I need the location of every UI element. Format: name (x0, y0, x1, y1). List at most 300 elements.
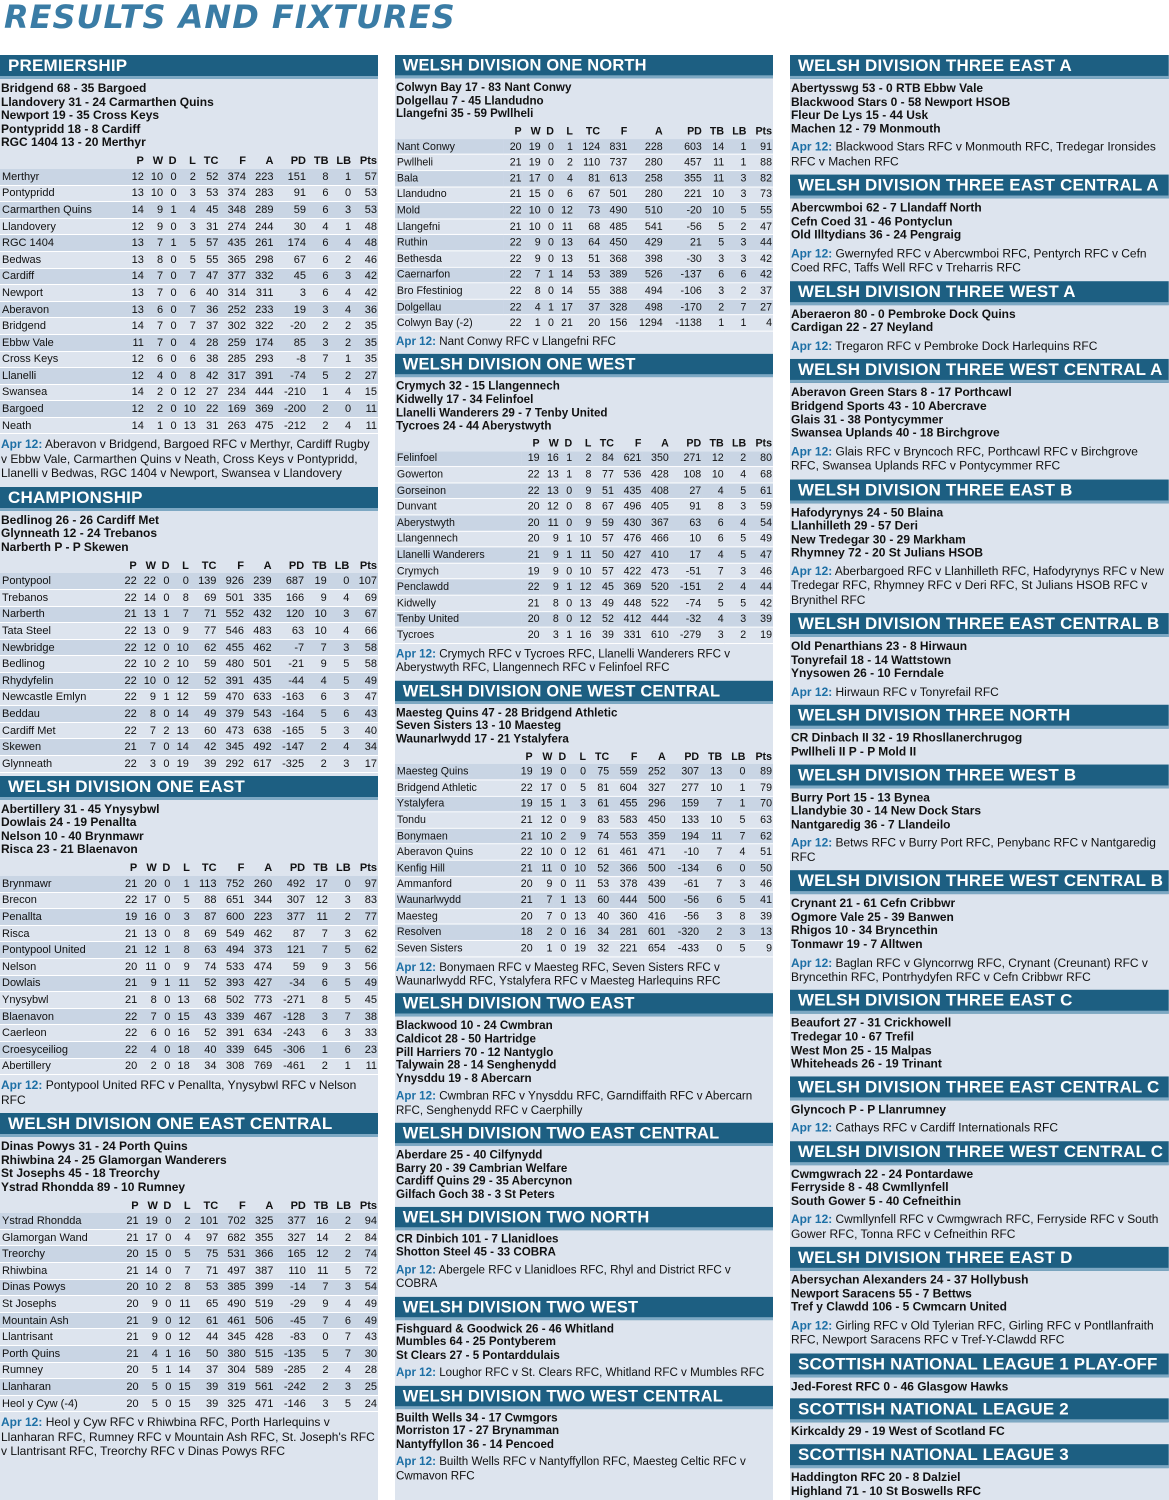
table-cell: 49 (350, 673, 378, 690)
column-header: D (564, 438, 573, 450)
league-section (395, 1206, 773, 1293)
result-line: Crymych 32 - 15 Llangennech (395, 379, 560, 393)
league-header: SCOTTISH NATIONAL LEAGUE 3 (790, 1444, 1169, 1468)
table-cell: 13 (541, 483, 560, 499)
table-cell: 483 (245, 623, 273, 640)
result-line: Llandovery 31 - 24 Carmarthen Quins (1, 94, 214, 109)
table-cell: 53 (197, 185, 220, 202)
table-cell: 4 (330, 235, 353, 252)
table-cell: 53 (587, 876, 610, 892)
table-cell: 14 (126, 268, 145, 285)
table-cell: 59 (190, 656, 218, 673)
table-cell: 3 (725, 611, 747, 627)
result-line: Caldicot 28 - 50 Hartridge (395, 1031, 536, 1046)
table-cell: 271 (670, 451, 702, 467)
table-cell: 5 (140, 1379, 159, 1396)
table-cell: 9 (541, 531, 560, 547)
table-cell: 399 (247, 1279, 275, 1296)
table-cell: 393 (218, 975, 246, 992)
table-cell: 53 (352, 185, 378, 202)
team-name: Dunvant (395, 499, 521, 515)
column-header: TC (201, 862, 217, 875)
table-cell: 9 (307, 1296, 330, 1313)
table-cell: 8 (541, 611, 560, 627)
table-cell: 3 (274, 285, 307, 302)
table-cell: 1 (560, 451, 573, 467)
table-cell: 2 (157, 722, 170, 739)
column-header: LB (732, 125, 747, 138)
result-line: CR Dinbich 101 - 7 Llanidloes (395, 1231, 559, 1246)
result-line: Dinas Powys 31 - 24 Porth Quins (1, 1138, 188, 1153)
table-cell: 73 (747, 187, 773, 203)
result-line: Burry Port 15 - 13 Bynea (790, 789, 930, 804)
table-cell: 3 (703, 251, 725, 267)
league-header: WELSH DIVISION THREE EAST A (790, 55, 1169, 79)
fixtures-text: Glais RFC v Bryncoch RFC, Porthcawl RFC v Birchgrove RFC, Swansea Uplands RFC v Pontycymmer RFC (790, 444, 1138, 473)
table-cell: 47 (747, 547, 773, 563)
table-cell: 11 (534, 860, 554, 876)
table-cell: 1 (307, 384, 330, 401)
table-cell: 473 (217, 722, 245, 739)
result-line: Dowlais 24 - 19 Penallta (1, 815, 137, 830)
column-header: LB (731, 438, 747, 450)
team-name: Tondu (395, 812, 514, 828)
result-line: Rhigos 10 - 34 Bryncethin (790, 923, 938, 938)
table-cell: 52 (587, 860, 610, 876)
table-cell: 435 (219, 235, 247, 252)
table-cell: 2 (145, 384, 164, 401)
table-cell: 18 (171, 1058, 190, 1075)
result-line: St Josephs 45 - 18 Treorchy (1, 1166, 160, 1181)
table-cell: 1 (534, 940, 554, 956)
table-cell: 559 (610, 764, 638, 780)
table-cell: 377 (273, 909, 306, 926)
table-cell: 33 (352, 1025, 378, 1042)
table-cell: 22 (504, 315, 523, 331)
table-cell: 378 (610, 876, 638, 892)
column-header: LB (334, 559, 350, 572)
result-line: Ynysowen 26 - 10 Ferndale (790, 666, 944, 681)
table-cell: 339 (218, 1041, 246, 1058)
league-header: WELSH DIVISION THREE WEST CENTRAL A (790, 359, 1169, 383)
table-cell: 52 (197, 169, 220, 185)
table-row (395, 283, 773, 299)
table-cell: 769 (245, 1058, 273, 1075)
table-cell: 9 (140, 1296, 159, 1313)
table-cell: 444 (247, 384, 275, 401)
team-name: Aberavon (0, 301, 126, 318)
table-cell: 14 (138, 590, 157, 607)
table-cell: 11 (171, 975, 190, 992)
table-cell: 244 (247, 218, 275, 235)
team-name: Maesteg Quins (395, 764, 514, 780)
table-cell: 6 (307, 202, 330, 219)
column-header: LB (731, 751, 746, 763)
table-cell: 6 (703, 267, 725, 283)
result-line: Crynant 21 - 61 Cefn Cribbwr (790, 896, 956, 911)
table-cell: 20 (119, 958, 138, 975)
table-cell: 14 (140, 1263, 159, 1280)
table-cell: 17 (523, 171, 542, 187)
fixtures-note (790, 442, 1169, 476)
table-cell: 81 (587, 780, 610, 796)
table-row (0, 1362, 378, 1379)
table-cell: 89 (746, 764, 773, 780)
table-cell: 12 (171, 689, 190, 706)
league-header: WELSH DIVISION ONE NORTH (395, 55, 773, 78)
column-2 (395, 55, 773, 1500)
team-name: Ruthin (395, 235, 504, 251)
table-cell: 0 (542, 219, 555, 235)
table-cell: 2 (307, 1379, 330, 1396)
table-cell: 20 (521, 499, 540, 515)
table-cell: 61 (192, 1312, 220, 1329)
table-cell: 485 (601, 219, 628, 235)
result-line: Dolgellau 7 - 45 Llandudno (395, 93, 544, 107)
table-cell: 0 (164, 351, 177, 368)
table-cell: 9 (573, 483, 592, 499)
table-cell: 455 (217, 639, 245, 656)
result-line: Tonyrefail 18 - 14 Wattstown (790, 652, 952, 667)
team-name: Dinas Powys (0, 1279, 120, 1296)
column-header: P (131, 1199, 139, 1212)
table-cell: 7 (145, 334, 164, 351)
league-section (790, 870, 1169, 987)
table-row (395, 611, 773, 627)
table-cell: 15 (172, 1379, 191, 1396)
table-cell: 5 (567, 780, 587, 796)
table-cell: 831 (601, 139, 628, 155)
table-cell: 2 (725, 627, 747, 643)
table-cell: 0 (158, 876, 172, 892)
table-row (0, 185, 378, 202)
table-cell: 498 (628, 299, 663, 315)
table-row (0, 673, 378, 690)
table-row (0, 706, 378, 723)
table-cell: 7 (307, 1312, 330, 1329)
column-header: L (584, 438, 592, 450)
table-cell: 0 (158, 958, 172, 975)
table-cell: 8 (573, 467, 592, 483)
table-cell: 304 (219, 1362, 247, 1379)
table-cell: 3 (328, 606, 351, 623)
league-header: WELSH DIVISION THREE EAST C (790, 990, 1169, 1014)
table-cell: 19 (523, 139, 542, 155)
table-row (0, 942, 378, 959)
table-cell: 444 (642, 611, 669, 627)
table-cell: 5 (329, 942, 352, 959)
table-cell: 12 (138, 942, 157, 959)
table-row (395, 579, 773, 595)
result-line: West Mon 25 - 15 Malpas (790, 1043, 932, 1058)
table-cell: 10 (523, 219, 542, 235)
table-cell: 35 (352, 318, 378, 335)
table-cell: 4 (305, 673, 328, 690)
table-cell: 21 (118, 606, 137, 623)
table-cell: 12 (573, 579, 592, 595)
results-list (790, 503, 1169, 562)
table-cell: 3 (329, 1379, 352, 1396)
result-line: Risca 23 - 21 Blaenavon (1, 842, 138, 857)
table-cell: 2 (172, 1213, 191, 1229)
table-cell: 2 (307, 318, 330, 335)
column-header: W (146, 862, 157, 875)
table-cell: 169 (219, 401, 247, 418)
result-line: Llanhilleth 29 - 57 Deri (790, 518, 918, 533)
table-cell: -29 (274, 1296, 307, 1313)
table-cell: 34 (191, 1058, 218, 1075)
fixtures-text: Cathays RFC v Cardiff Internationals RFC (835, 1120, 1058, 1135)
table-cell: 430 (615, 515, 642, 531)
table-cell: 457 (664, 155, 703, 171)
team-name: Skewen (0, 739, 118, 756)
column-header: TB (313, 155, 329, 168)
table-cell: 0 (164, 251, 177, 268)
table-cell: 6 (307, 185, 330, 202)
fixtures-text: Betws RFC v Burry Port RFC, Penybanc RFC v Nantgaredig RFC (790, 835, 1156, 864)
table-cell: 387 (247, 1263, 275, 1280)
table-cell: 6 (328, 706, 351, 723)
table-row (395, 547, 773, 563)
league-header: CHAMPIONSHIP (0, 487, 378, 511)
table-cell: 1 (542, 299, 555, 315)
table-cell: 11 (352, 1058, 378, 1075)
table-cell: 10 (534, 828, 554, 844)
table-cell: 470 (217, 689, 245, 706)
table-cell: 32 (587, 940, 610, 956)
team-name: Penclawdd (395, 579, 521, 595)
league-section (790, 1353, 1169, 1395)
table-cell: 12 (555, 203, 574, 219)
table-cell: 435 (245, 673, 273, 690)
table-cell: 16 (541, 451, 560, 467)
result-line: Aberaeron 80 - 0 Pembroke Dock Quins (790, 306, 1016, 321)
table-cell: 12 (178, 384, 197, 401)
league-table (0, 154, 378, 435)
table-cell: 84 (352, 1229, 378, 1246)
table-cell: 5 (329, 975, 352, 992)
table-row (395, 467, 773, 483)
table-cell: 466 (642, 531, 669, 547)
fixtures-text: Gwernyfed RFC v Abercwmboi RFC, Pentyrch RFC v Cefn Coed RFC, Taffs Well RFC v Treharris RFC (790, 246, 1147, 275)
fixtures-text: Aberbargoed RFC v Llanhilleth RFC, Hafodyrynys RFC v New Tredegar RFC, Rhymney RFC v Deri RFC, St Julians HSOB RFC v Brynithel RFC (790, 564, 1164, 607)
table-header-row (0, 154, 378, 169)
table-cell: 42 (747, 251, 773, 267)
team-name: Ynysybwl (0, 992, 119, 1009)
table-cell: 18 (171, 1041, 190, 1058)
table-cell: 0 (560, 499, 573, 515)
table-cell: 27 (352, 368, 378, 385)
table-cell: 3 (725, 563, 747, 579)
table-cell: 14 (126, 318, 145, 335)
table-cell: 490 (219, 1296, 247, 1313)
fixtures-note (395, 1087, 773, 1120)
table-cell: 221 (610, 940, 638, 956)
table-cell: 165 (274, 1246, 307, 1263)
table-cell: 5 (725, 483, 747, 499)
table-cell: 120 (273, 606, 306, 623)
table-row (0, 384, 378, 401)
table-cell: 14 (126, 202, 145, 219)
table-cell: 0 (329, 876, 352, 892)
table-cell: 8 (171, 925, 190, 942)
table-cell: 19 (140, 1213, 159, 1229)
table-cell: 1 (542, 267, 555, 283)
table-header-row (395, 750, 773, 765)
table-cell: 5 (172, 1246, 191, 1263)
column-header: Pts (755, 125, 773, 138)
result-line: Llangefni 35 - 59 Pwllheli (395, 106, 534, 120)
table-cell: 355 (664, 171, 703, 187)
table-cell: 12 (126, 351, 145, 368)
table-cell: 388 (601, 283, 628, 299)
team-name: Tenby United (395, 611, 521, 627)
table-cell: -306 (273, 1041, 306, 1058)
table-cell: 0 (560, 515, 573, 531)
column-header: PD (288, 559, 305, 572)
table-cell: 7 (307, 351, 330, 368)
table-cell: 13 (555, 251, 574, 267)
table-row (0, 1008, 378, 1025)
table-cell: 476 (615, 531, 642, 547)
table-cell: 0 (164, 218, 177, 235)
table-cell: 166 (273, 590, 306, 607)
table-cell: 16 (171, 1025, 190, 1042)
table-cell: 19 (521, 563, 540, 579)
table-cell: 10 (138, 656, 157, 673)
table-cell: 41 (746, 892, 773, 908)
table-cell: -8 (274, 351, 307, 368)
fixtures-date: Apr 12: (790, 1120, 833, 1135)
table-cell: 702 (219, 1213, 247, 1229)
fixtures-text: Girling RFC v Old Tylerian RFC, Girling RFC v Pontllanfraith RFC, Newport Saracens RFC v Tref-Y-Clawdd RFC (790, 1318, 1154, 1347)
table-row (395, 299, 773, 315)
table-cell: 366 (247, 1246, 275, 1263)
table-cell: 277 (667, 780, 700, 796)
table-cell: 502 (218, 992, 246, 1009)
table-cell: 0 (553, 876, 567, 892)
table-row (395, 828, 773, 844)
table-cell: 553 (610, 828, 638, 844)
table-cell: 5 (725, 547, 747, 563)
table-cell: 0 (159, 1263, 172, 1280)
team-name: Nant Conwy (395, 139, 504, 155)
team-name: Dowlais (0, 975, 119, 992)
team-name: Bedlinog (0, 656, 118, 673)
table-cell: 9 (567, 812, 587, 828)
table-cell: 2 (555, 155, 574, 171)
table-cell: 4 (145, 368, 164, 385)
result-line: Kirkcaldy 29 - 19 West of Scotland FC (790, 1424, 1005, 1439)
table-row (0, 169, 378, 185)
table-cell: 519 (247, 1296, 275, 1313)
table-cell: 4 (330, 285, 353, 302)
table-cell: 536 (615, 467, 642, 483)
table-cell: 1 (560, 467, 573, 483)
table-cell: 2 (330, 368, 353, 385)
table-cell: 7 (145, 285, 164, 302)
table-cell: 0 (164, 384, 177, 401)
table-cell: 4 (725, 515, 747, 531)
table-cell: 359 (638, 828, 666, 844)
table-cell: 1294 (628, 315, 663, 331)
table-cell: 7 (307, 1279, 330, 1296)
table-cell: 773 (245, 992, 273, 1009)
table-cell: 42 (197, 368, 220, 385)
table-row (0, 1395, 378, 1412)
table-cell: 59 (747, 499, 773, 515)
table-cell: 3 (700, 908, 723, 924)
table-cell: 17 (138, 892, 157, 909)
page-title: RESULTS AND FIXTURES (4, 0, 456, 36)
table-cell: 1 (330, 169, 353, 185)
table-cell: 7 (172, 1263, 191, 1280)
table-cell: 84 (592, 451, 614, 467)
table-cell: 20 (514, 876, 534, 892)
table-row (0, 1041, 378, 1058)
league-section (395, 1123, 773, 1204)
table-cell: 13 (567, 908, 587, 924)
fixtures-text: Builth Wells RFC v Nantyffyllon RFC, Maesteg Celtic RFC v Cwmavon RFC (395, 1454, 746, 1483)
column-header: P (136, 155, 144, 168)
table-cell: 27 (747, 299, 773, 315)
table-cell: 139 (190, 573, 218, 589)
table-cell: 327 (638, 780, 666, 796)
table-cell: 350 (642, 451, 669, 467)
table-row (0, 606, 378, 623)
table-header-row (0, 558, 378, 573)
column-header: TC (201, 559, 217, 572)
table-cell: 22 (119, 1008, 138, 1025)
table-cell: 13 (138, 623, 157, 640)
team-name: Bargoed (0, 401, 126, 418)
result-line: Builth Wells 34 - 17 Cwmgors (395, 1410, 558, 1425)
team-name: Risca (0, 925, 119, 942)
table-cell: 280 (628, 187, 663, 203)
table-cell: 4 (178, 202, 197, 219)
table-row (395, 908, 773, 924)
table-cell: 428 (642, 467, 669, 483)
table-cell: 68 (191, 992, 218, 1009)
table-cell: 9 (746, 940, 773, 956)
table-cell: 11 (126, 334, 145, 351)
table-cell: -200 (274, 401, 307, 418)
results-list (395, 1017, 773, 1088)
table-cell: 12 (126, 368, 145, 385)
table-cell: 2 (329, 1246, 352, 1263)
table-cell: 49 (352, 975, 378, 992)
league-header: SCOTTISH NATIONAL LEAGUE 2 (790, 1399, 1169, 1423)
results-list (790, 637, 1169, 683)
table-cell: 2 (138, 1058, 157, 1075)
table-cell: 9 (534, 876, 554, 892)
table-cell: 11 (703, 155, 725, 171)
table-cell: 1 (703, 315, 725, 331)
table-cell: 389 (601, 267, 628, 283)
results-list (395, 1320, 773, 1364)
column-header: A (658, 751, 666, 763)
table-cell: 307 (273, 892, 306, 909)
fixtures-note (0, 435, 378, 483)
table-cell: 8 (702, 499, 724, 515)
team-name: Gorseinon (395, 483, 521, 499)
table-cell: 3 (138, 756, 157, 773)
table-cell: 22 (118, 656, 137, 673)
table-cell: 101 (192, 1213, 220, 1229)
table-cell: 7 (329, 1329, 352, 1346)
table-cell: 7 (534, 892, 554, 908)
column-header: P (514, 125, 522, 138)
